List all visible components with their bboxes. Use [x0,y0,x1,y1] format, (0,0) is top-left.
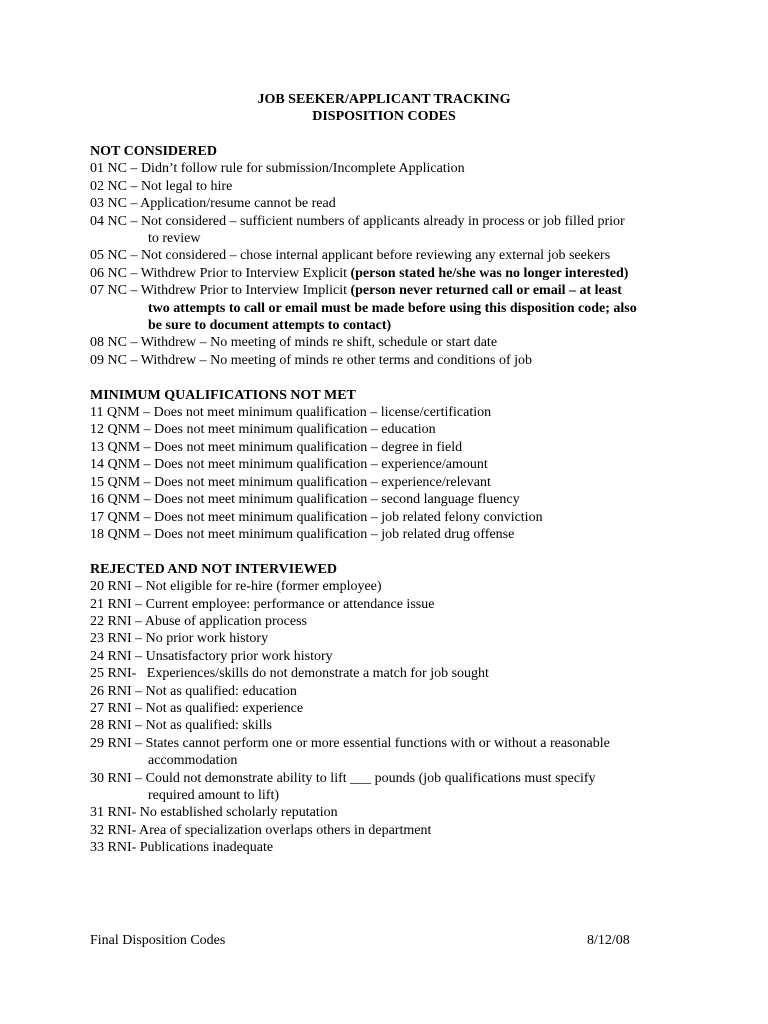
code-07-nc-note-continuation-1: two attempts to call or email must be made before using this disposition code; also [148,300,637,316]
code-25-rni: 25 RNI- Experiences/skills do not demonstrate a match for job sought [90,666,489,682]
section-heading-not-considered: NOT CONSIDERED [90,144,217,159]
code-07-nc-note-continuation-2: be sure to document attempts to contact) [148,318,392,334]
code-03-nc: 03 NC – Application/resume cannot be read [90,196,336,212]
code-32-rni: 32 RNI- Area of specialization overlaps others in department [90,822,432,838]
code-30-rni: 30 RNI – Could not demonstrate ability to lift ___ pounds (job qualifications must specify [90,770,596,786]
code-06-nc-note: (person stated he/she was no longer interested) [350,265,629,281]
code-28-rni: 28 RNI – Not as qualified: skills [90,718,272,734]
code-30-rni-continuation: required amount to lift) [148,788,280,803]
section-spacer [90,543,690,560]
code-12-qnm: 12 QNM – Does not meet minimum qualification – education [90,422,436,438]
code-23-rni: 23 RNI – No prior work history [90,631,269,647]
code-20-rni: 20 RNI – Not eligible for re-hire (former employee) [90,579,382,595]
code-07-nc [90,282,690,299]
code-05-nc: 05 NC – Not considered – chose internal applicant before reviewing any external job seekers [90,248,611,264]
code-31-rni: 31 RNI- No established scholarly reputation [90,805,338,821]
code-01-nc: 01 NC – Didn’t follow rule for submission/Incomplete Application [90,161,465,177]
code-27-rni: 27 RNI – Not as qualified: experience [90,700,304,716]
code-29-rni: 29 RNI – States cannot perform one or more essential functions with or without a reasonable [90,735,610,751]
code-07-nc-note: (person never returned call or email – at least [350,283,622,299]
code-11-qnm: 11 QNM – Does not meet minimum qualification – license/certification [90,405,492,421]
code-15-qnm: 15 QNM – Does not meet minimum qualification – experience/relevant [90,474,491,490]
section-heading-rni: REJECTED AND NOT INTERVIEWED [90,561,338,577]
document-title-line2: DISPOSITION CODES [312,109,456,124]
code-22-rni: 22 RNI – Abuse of application process [90,613,307,629]
code-33-rni: 33 RNI- Publications inadequate [90,840,274,856]
footer-document-name: Final Disposition Codes [90,933,226,948]
code-08-nc: 08 NC – Withdrew – No meeting of minds re shift, schedule or start date [90,335,498,351]
document-title-line1: JOB SEEKER/APPLICANT TRACKING [257,92,511,107]
code-24-rni: 24 RNI – Unsatisfactory prior work history [90,648,333,664]
code-04-nc: 04 NC – Not considered – sufficient numbers of applicants already in process or job filled prior [90,213,625,229]
code-21-rni: 21 RNI – Current employee: performance or attendance issue [90,596,435,612]
code-06-nc-text: 06 NC – Withdrew Prior to Interview Explicit [90,265,351,281]
section-heading-qnm: MINIMUM QUALIFICATIONS NOT MET [90,387,356,403]
section-spacer [90,369,690,386]
code-16-qnm: 16 QNM – Does not meet minimum qualification – second language fluency [90,492,520,508]
code-29-rni-continuation: accommodation [148,753,238,769]
code-26-rni: 26 RNI – Not as qualified: education [90,683,297,699]
code-17-qnm: 17 QNM – Does not meet minimum qualification – job related felony conviction [90,509,543,525]
footer-date: 8/12/08 [587,933,630,948]
code-14-qnm: 14 QNM – Does not meet minimum qualification – experience/amount [90,457,488,473]
code-09-nc: 09 NC – Withdrew – No meeting of minds re other terms and conditions of job [90,352,533,368]
code-04-nc-continuation: to review [148,231,201,247]
code-02-nc: 02 NC – Not legal to hire [90,178,233,194]
code-06-nc [90,265,690,282]
code-07-nc-text: 07 NC – Withdrew Prior to Interview Implicit [90,283,351,299]
document-body [90,143,690,857]
code-13-qnm: 13 QNM – Does not meet minimum qualification – degree in field [90,439,463,455]
code-18-qnm: 18 QNM – Does not meet minimum qualification – job related drug offense [90,526,515,542]
